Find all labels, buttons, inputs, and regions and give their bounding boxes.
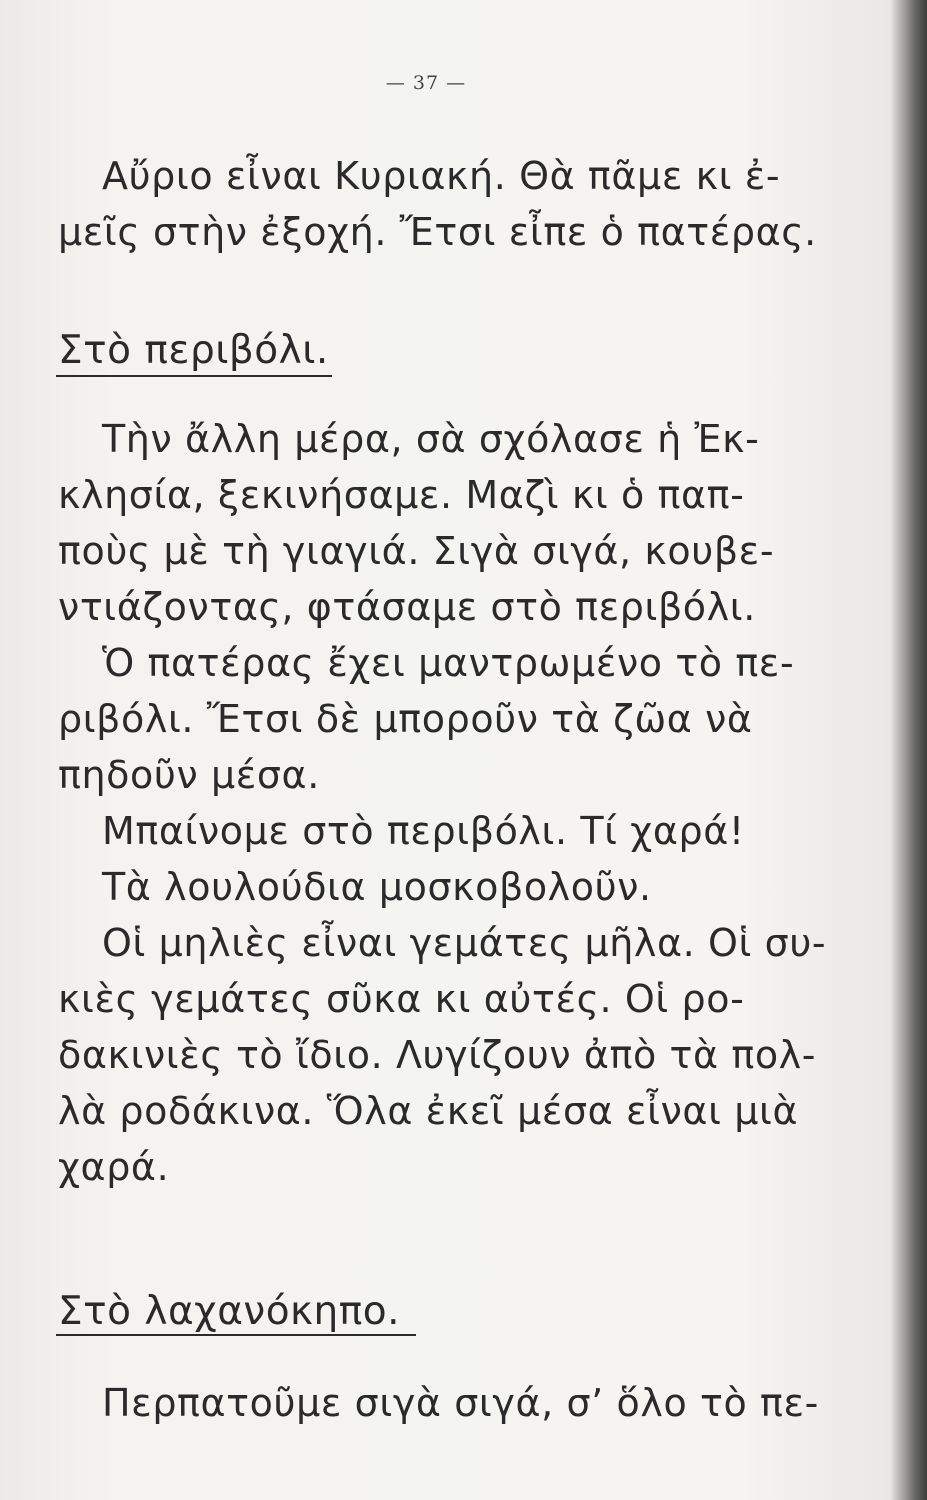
section-heading-vegetable-garden: Στὸ λαχανόκηπο.: [58, 1289, 400, 1334]
section-heading-garden: Στὸ περιβόλι.: [58, 328, 329, 373]
text-line: ριβόλι. Ἔτσι δὲ μποροῦν τὰ ζῶα νὰ: [58, 697, 753, 741]
text-line: Περπατοῦμε σιγὰ σιγά, σ’ ὅλο τὸ πε-: [102, 1381, 819, 1425]
text-line: Αὔριο εἶναι Κυριακή. Θὰ πᾶμε κι ἐ-: [102, 154, 781, 198]
text-line: Τὴν ἄλλη μέρα, σὰ σχόλασε ἡ Ἐκ-: [102, 417, 760, 461]
text-line: πηδοῦν μέσα.: [58, 753, 320, 797]
text-line: Οἱ μηλιὲς εἶναι γεμάτες μῆλα. Οἱ συ-: [102, 921, 827, 965]
text-line: Μπαίνομε στὸ περιβόλι. Τί χαρά!: [102, 809, 745, 853]
garden-paragraph: [58, 411, 848, 1195]
vegetable-garden-paragraph: [58, 1375, 848, 1431]
text-line: μεῖς στὴν ἐξοχή. Ἔτσι εἶπε ὁ πατέρας.: [58, 210, 817, 254]
text-line: Ὁ πατέρας ἔχει μαντρωμένο τὸ πε-: [102, 641, 795, 685]
text-line: Τὰ λουλούδια μοσκοβολοῦν.: [102, 865, 652, 909]
intro-paragraph: [58, 148, 848, 260]
heading-underline: [56, 375, 332, 377]
text-line: δακινιὲς τὸ ἴδιο. Λυγίζουν ἀπὸ τὰ πολ-: [58, 1033, 817, 1077]
text-line: κιὲς γεμάτες σῦκα κι αὐτές. Οἱ ρο-: [58, 977, 745, 1021]
heading-underline: [56, 1334, 416, 1336]
text-line: ντιάζοντας, φτάσαμε στὸ περιβόλι.: [58, 585, 756, 629]
page-number: — 37 —: [385, 72, 467, 94]
text-line: λὰ ροδάκινα. Ὅλα ἐκεῖ μέσα εἶναι μιὰ: [58, 1089, 799, 1133]
text-line: ποὺς μὲ τὴ γιαγιά. Σιγὰ σιγά, κουβε-: [58, 529, 775, 573]
text-line: χαρά.: [58, 1145, 170, 1189]
text-line: κλησία, ξεκινήσαμε. Μαζὶ κι ὁ παπ-: [58, 473, 745, 517]
